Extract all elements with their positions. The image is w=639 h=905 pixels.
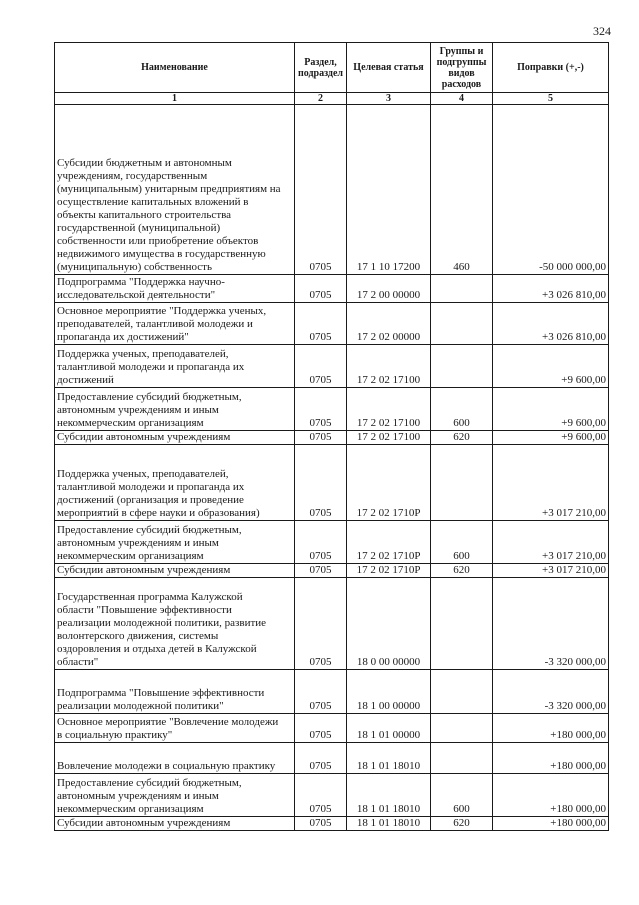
row-section: 0705 <box>295 388 347 431</box>
row-article: 18 1 01 18010 <box>347 774 431 817</box>
row-amount: +3 017 210,00 <box>493 445 609 521</box>
row-name: Субсидии автономным учреждениям <box>55 817 295 831</box>
table-row <box>55 445 609 521</box>
row-amount: -3 320 000,00 <box>493 670 609 714</box>
row-section: 0705 <box>295 445 347 521</box>
page-number: 324 <box>593 24 611 38</box>
row-article: 18 1 01 18010 <box>347 743 431 774</box>
column-number: 3 <box>347 93 431 105</box>
row-amount: +180 000,00 <box>493 743 609 774</box>
row-group: 620 <box>431 817 493 831</box>
row-section: 0705 <box>295 275 347 303</box>
row-name: Предоставление субсидий бюджетным, автономным учреждениям и иным некоммерческим организациям <box>55 388 295 431</box>
row-article: 17 2 00 00000 <box>347 275 431 303</box>
table-row <box>55 743 609 774</box>
row-name: Государственная программа Калужской области "Повышение эффективности реализации молодежной политики, развитие волонтерского движения, системы оздоровления и отдыха детей в Калужской области" <box>55 578 295 670</box>
row-section: 0705 <box>295 743 347 774</box>
row-amount: +3 026 810,00 <box>493 303 609 345</box>
column-number-row <box>55 93 609 105</box>
row-name: Подпрограмма "Повышение эффективности реализации молодежной политики" <box>55 670 295 714</box>
row-article: 17 2 02 1710Р <box>347 564 431 578</box>
row-amount: +9 600,00 <box>493 431 609 445</box>
row-section: 0705 <box>295 817 347 831</box>
table-row <box>55 774 609 817</box>
row-section: 0705 <box>295 431 347 445</box>
row-section: 0705 <box>295 714 347 743</box>
row-article: 17 2 02 1710Р <box>347 521 431 564</box>
row-article: 18 1 01 00000 <box>347 714 431 743</box>
row-name: Подпрограмма "Поддержка научно- исследовательской деятельности" <box>55 275 295 303</box>
column-number: 2 <box>295 93 347 105</box>
row-section: 0705 <box>295 564 347 578</box>
table-row <box>55 817 609 831</box>
table-row <box>55 431 609 445</box>
table-row <box>55 564 609 578</box>
table-row <box>55 388 609 431</box>
row-article: 17 1 10 17200 <box>347 105 431 275</box>
row-group: 620 <box>431 431 493 445</box>
row-amount: +9 600,00 <box>493 388 609 431</box>
row-group: 600 <box>431 774 493 817</box>
table-row <box>55 345 609 388</box>
row-section: 0705 <box>295 345 347 388</box>
row-article: 17 2 02 00000 <box>347 303 431 345</box>
row-group: 620 <box>431 564 493 578</box>
row-amount: +3 026 810,00 <box>493 275 609 303</box>
row-group <box>431 445 493 521</box>
header-group: Группы и подгруппы видов расходов <box>431 43 493 93</box>
row-group: 600 <box>431 388 493 431</box>
table-row <box>55 275 609 303</box>
row-name: Предоставление субсидий бюджетным, автономным учреждениям и иным некоммерческим организациям <box>55 774 295 817</box>
row-group <box>431 578 493 670</box>
row-section: 0705 <box>295 105 347 275</box>
row-article: 18 1 01 18010 <box>347 817 431 831</box>
row-section: 0705 <box>295 521 347 564</box>
table-header-row <box>55 43 609 93</box>
header-name: Наименование <box>55 43 295 93</box>
table-row <box>55 578 609 670</box>
row-name: Вовлечение молодежи в социальную практику <box>55 743 295 774</box>
row-section: 0705 <box>295 578 347 670</box>
column-number: 5 <box>493 93 609 105</box>
row-article: 18 1 00 00000 <box>347 670 431 714</box>
row-name: Субсидии автономным учреждениям <box>55 564 295 578</box>
column-number: 1 <box>55 93 295 105</box>
row-article: 18 0 00 00000 <box>347 578 431 670</box>
row-name: Поддержка ученых, преподавателей, талантливой молодежи и пропаганда их достижений (организация и проведение мероприятий в сфере науки и образования) <box>55 445 295 521</box>
row-article: 17 2 02 17100 <box>347 431 431 445</box>
row-amount: +180 000,00 <box>493 774 609 817</box>
row-amount: +9 600,00 <box>493 345 609 388</box>
row-article: 17 2 02 17100 <box>347 388 431 431</box>
row-name: Субсидии автономным учреждениям <box>55 431 295 445</box>
row-section: 0705 <box>295 303 347 345</box>
budget-amendments-table <box>54 42 609 831</box>
row-group <box>431 714 493 743</box>
row-amount: +3 017 210,00 <box>493 521 609 564</box>
row-name: Основное мероприятие "Вовлечение молодежи в социальную практику" <box>55 714 295 743</box>
row-amount: +180 000,00 <box>493 714 609 743</box>
row-section: 0705 <box>295 670 347 714</box>
row-article: 17 2 02 17100 <box>347 345 431 388</box>
row-group <box>431 670 493 714</box>
row-amount: +3 017 210,00 <box>493 564 609 578</box>
row-amount: +180 000,00 <box>493 817 609 831</box>
row-name: Основное мероприятие "Поддержка ученых, преподавателей, талантливой молодежи и пропаганда их достижений" <box>55 303 295 345</box>
row-amount: -50 000 000,00 <box>493 105 609 275</box>
header-article: Целевая статья <box>347 43 431 93</box>
header-amendment: Поправки (+,-) <box>493 43 609 93</box>
row-group <box>431 303 493 345</box>
column-number: 4 <box>431 93 493 105</box>
table-row <box>55 670 609 714</box>
row-section: 0705 <box>295 774 347 817</box>
table-row <box>55 714 609 743</box>
row-article: 17 2 02 1710Р <box>347 445 431 521</box>
table-row <box>55 521 609 564</box>
row-amount: -3 320 000,00 <box>493 578 609 670</box>
row-group <box>431 345 493 388</box>
row-name: Субсидии бюджетным и автономным учреждениям, государственным (муниципальным) унитарным предприятиям на осуществление капитальных вложений в объекты капитального строительства государственной (муниципальной) собственности или приобретение объектов недвижимого имущества в государственную (муниципальную) собственность <box>55 105 295 275</box>
row-name: Предоставление субсидий бюджетным, автономным учреждениям и иным некоммерческим организациям <box>55 521 295 564</box>
row-group: 460 <box>431 105 493 275</box>
header-section: Раздел, подраздел <box>295 43 347 93</box>
row-group <box>431 743 493 774</box>
row-group <box>431 275 493 303</box>
row-name: Поддержка ученых, преподавателей, талантливой молодежи и пропаганда их достижений <box>55 345 295 388</box>
table-row <box>55 303 609 345</box>
row-group: 600 <box>431 521 493 564</box>
table-row <box>55 105 609 275</box>
